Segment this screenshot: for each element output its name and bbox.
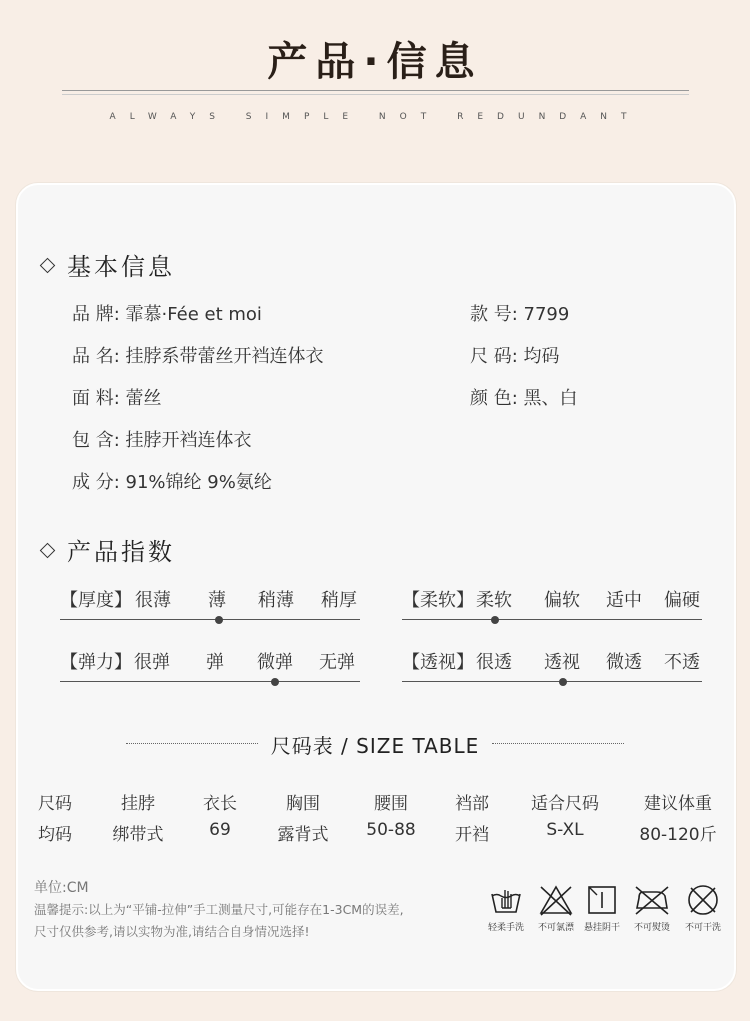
tip-line-2: 尺寸仅供参考,请以实物为准,请结合自身情况选择!: [34, 924, 310, 939]
info-composition: [72, 468, 272, 494]
no-bleach-icon: [539, 884, 573, 916]
scale-line: [60, 681, 360, 683]
info-label: 面 料:: [72, 388, 120, 409]
size-cell: S-XL: [546, 820, 584, 840]
no-iron-icon: [633, 884, 671, 916]
scale-option: 稍薄: [258, 590, 294, 611]
scale-line: [60, 619, 360, 621]
scale-option: 弹: [206, 652, 224, 673]
info-value: 均码: [523, 346, 560, 367]
tip-line-1: 温馨提示:以上为“平铺-拉伸”手工测量尺寸,可能存在1-3CM的误差,: [34, 902, 404, 917]
hand-wash-icon: [489, 884, 523, 916]
size-cell: 开裆: [455, 825, 489, 845]
scale-indicator: [215, 616, 223, 624]
info-product-name: [72, 342, 324, 368]
size-header: 胸围: [286, 794, 320, 814]
care-no-iron: [624, 884, 680, 933]
scale-softness: [402, 586, 702, 620]
info-label: 品 牌:: [72, 304, 120, 325]
scale-option: 透视: [544, 652, 580, 673]
info-value: 黑、白: [523, 388, 578, 409]
scale-option: 微透: [606, 652, 642, 673]
scale-indicator: [559, 678, 567, 686]
info-brand: [72, 300, 262, 326]
info-value: 蕾丝: [125, 388, 162, 409]
basic-info-title-text: 基本信息: [67, 253, 175, 281]
info-includes: [72, 426, 252, 452]
size-header: 挂脖: [121, 794, 155, 814]
info-style-number: [470, 300, 569, 326]
info-value: 挂脖系带蕾丝开裆连体衣: [125, 346, 324, 367]
page-title: [0, 30, 750, 87]
care-label: 不可熨烫: [633, 923, 670, 933]
size-header: 建议体重: [644, 794, 712, 814]
scale-option: 柔软: [476, 590, 512, 611]
scale-option: 很弹: [134, 652, 170, 673]
size-title-divider-right: [492, 743, 624, 744]
info-label: 尺 码:: [470, 346, 518, 367]
scale-indicator: [271, 678, 279, 686]
info-size: [470, 342, 560, 368]
size-cell: 均码: [38, 825, 72, 845]
scale-name: 【柔软】: [402, 590, 474, 611]
info-value: 挂脖开裆连体衣: [125, 430, 252, 451]
diamond-icon: [40, 542, 56, 558]
diamond-icon: [40, 257, 56, 273]
size-cell: 69: [209, 820, 231, 840]
size-cell: 绑带式: [112, 825, 164, 845]
size-cell: 50-88: [366, 820, 416, 840]
size-header: 腰围: [374, 794, 408, 814]
scale-option: 偏硬: [664, 590, 700, 611]
size-cell: 80-120斤: [639, 825, 717, 845]
scale-option: 无弹: [319, 652, 355, 673]
size-header: 裆部: [455, 794, 489, 814]
scale-thickness: [60, 586, 360, 620]
size-cell: 露背式: [277, 825, 329, 845]
scale-name: 【厚度】: [60, 590, 132, 611]
care-label: 轻柔手洗: [487, 923, 524, 933]
scale-option: 稍厚: [321, 590, 357, 611]
size-header: 适合尺码: [531, 794, 599, 814]
info-fabric: [72, 384, 162, 410]
scale-line: [402, 619, 702, 621]
scale-option: 很薄: [135, 590, 171, 611]
info-label: 品 名:: [72, 346, 120, 367]
scale-elasticity: [60, 648, 360, 682]
hang-dry-icon: [585, 884, 619, 916]
info-label: 包 含:: [72, 430, 120, 451]
scale-option: 薄: [208, 590, 226, 611]
info-value: 91%锦纶 9%氨纶: [125, 472, 272, 493]
unit-note: 单位:CM: [34, 880, 89, 896]
indices-title: [42, 532, 175, 567]
care-no-dry-clean: [675, 884, 731, 933]
info-value: 7799: [523, 304, 570, 325]
care-hang-dry: [574, 884, 630, 933]
basic-info-title: [42, 247, 175, 282]
scale-line: [402, 681, 702, 683]
care-label: 悬挂阴干: [583, 923, 620, 933]
info-color: [470, 384, 578, 410]
scale-option: 很透: [476, 652, 512, 673]
info-label: 成 分:: [72, 472, 120, 493]
scale-indicator: [491, 616, 499, 624]
info-value: 霏慕·Fée et moi: [125, 304, 262, 325]
no-dry-clean-icon: [686, 884, 720, 916]
info-label: 颜 色:: [470, 388, 518, 409]
scale-name: 【透视】: [402, 652, 474, 673]
care-hand-wash: [478, 884, 534, 933]
size-table-title: 尺码表 / SIZE TABLE: [270, 734, 480, 758]
indices-title-text: 产品指数: [67, 538, 175, 566]
scale-option: 偏软: [544, 590, 580, 611]
care-label: 不可干洗: [684, 923, 721, 933]
info-label: 款 号:: [470, 304, 518, 325]
scale-option: 不透: [664, 652, 700, 673]
care-label: 不可氯漂: [537, 923, 574, 933]
size-header: 尺码: [38, 794, 72, 814]
page-title-text: 产品·信息: [267, 39, 483, 85]
scale-transparency: [402, 648, 702, 682]
scale-option: 适中: [606, 590, 642, 611]
header-divider: [62, 90, 689, 95]
size-header: 衣长: [203, 794, 237, 814]
scale-name: 【弹力】: [60, 652, 132, 673]
page-subtitle: ALWAYS SIMPLE NOT REDUNDANT: [109, 112, 641, 122]
scale-option: 微弹: [257, 652, 293, 673]
